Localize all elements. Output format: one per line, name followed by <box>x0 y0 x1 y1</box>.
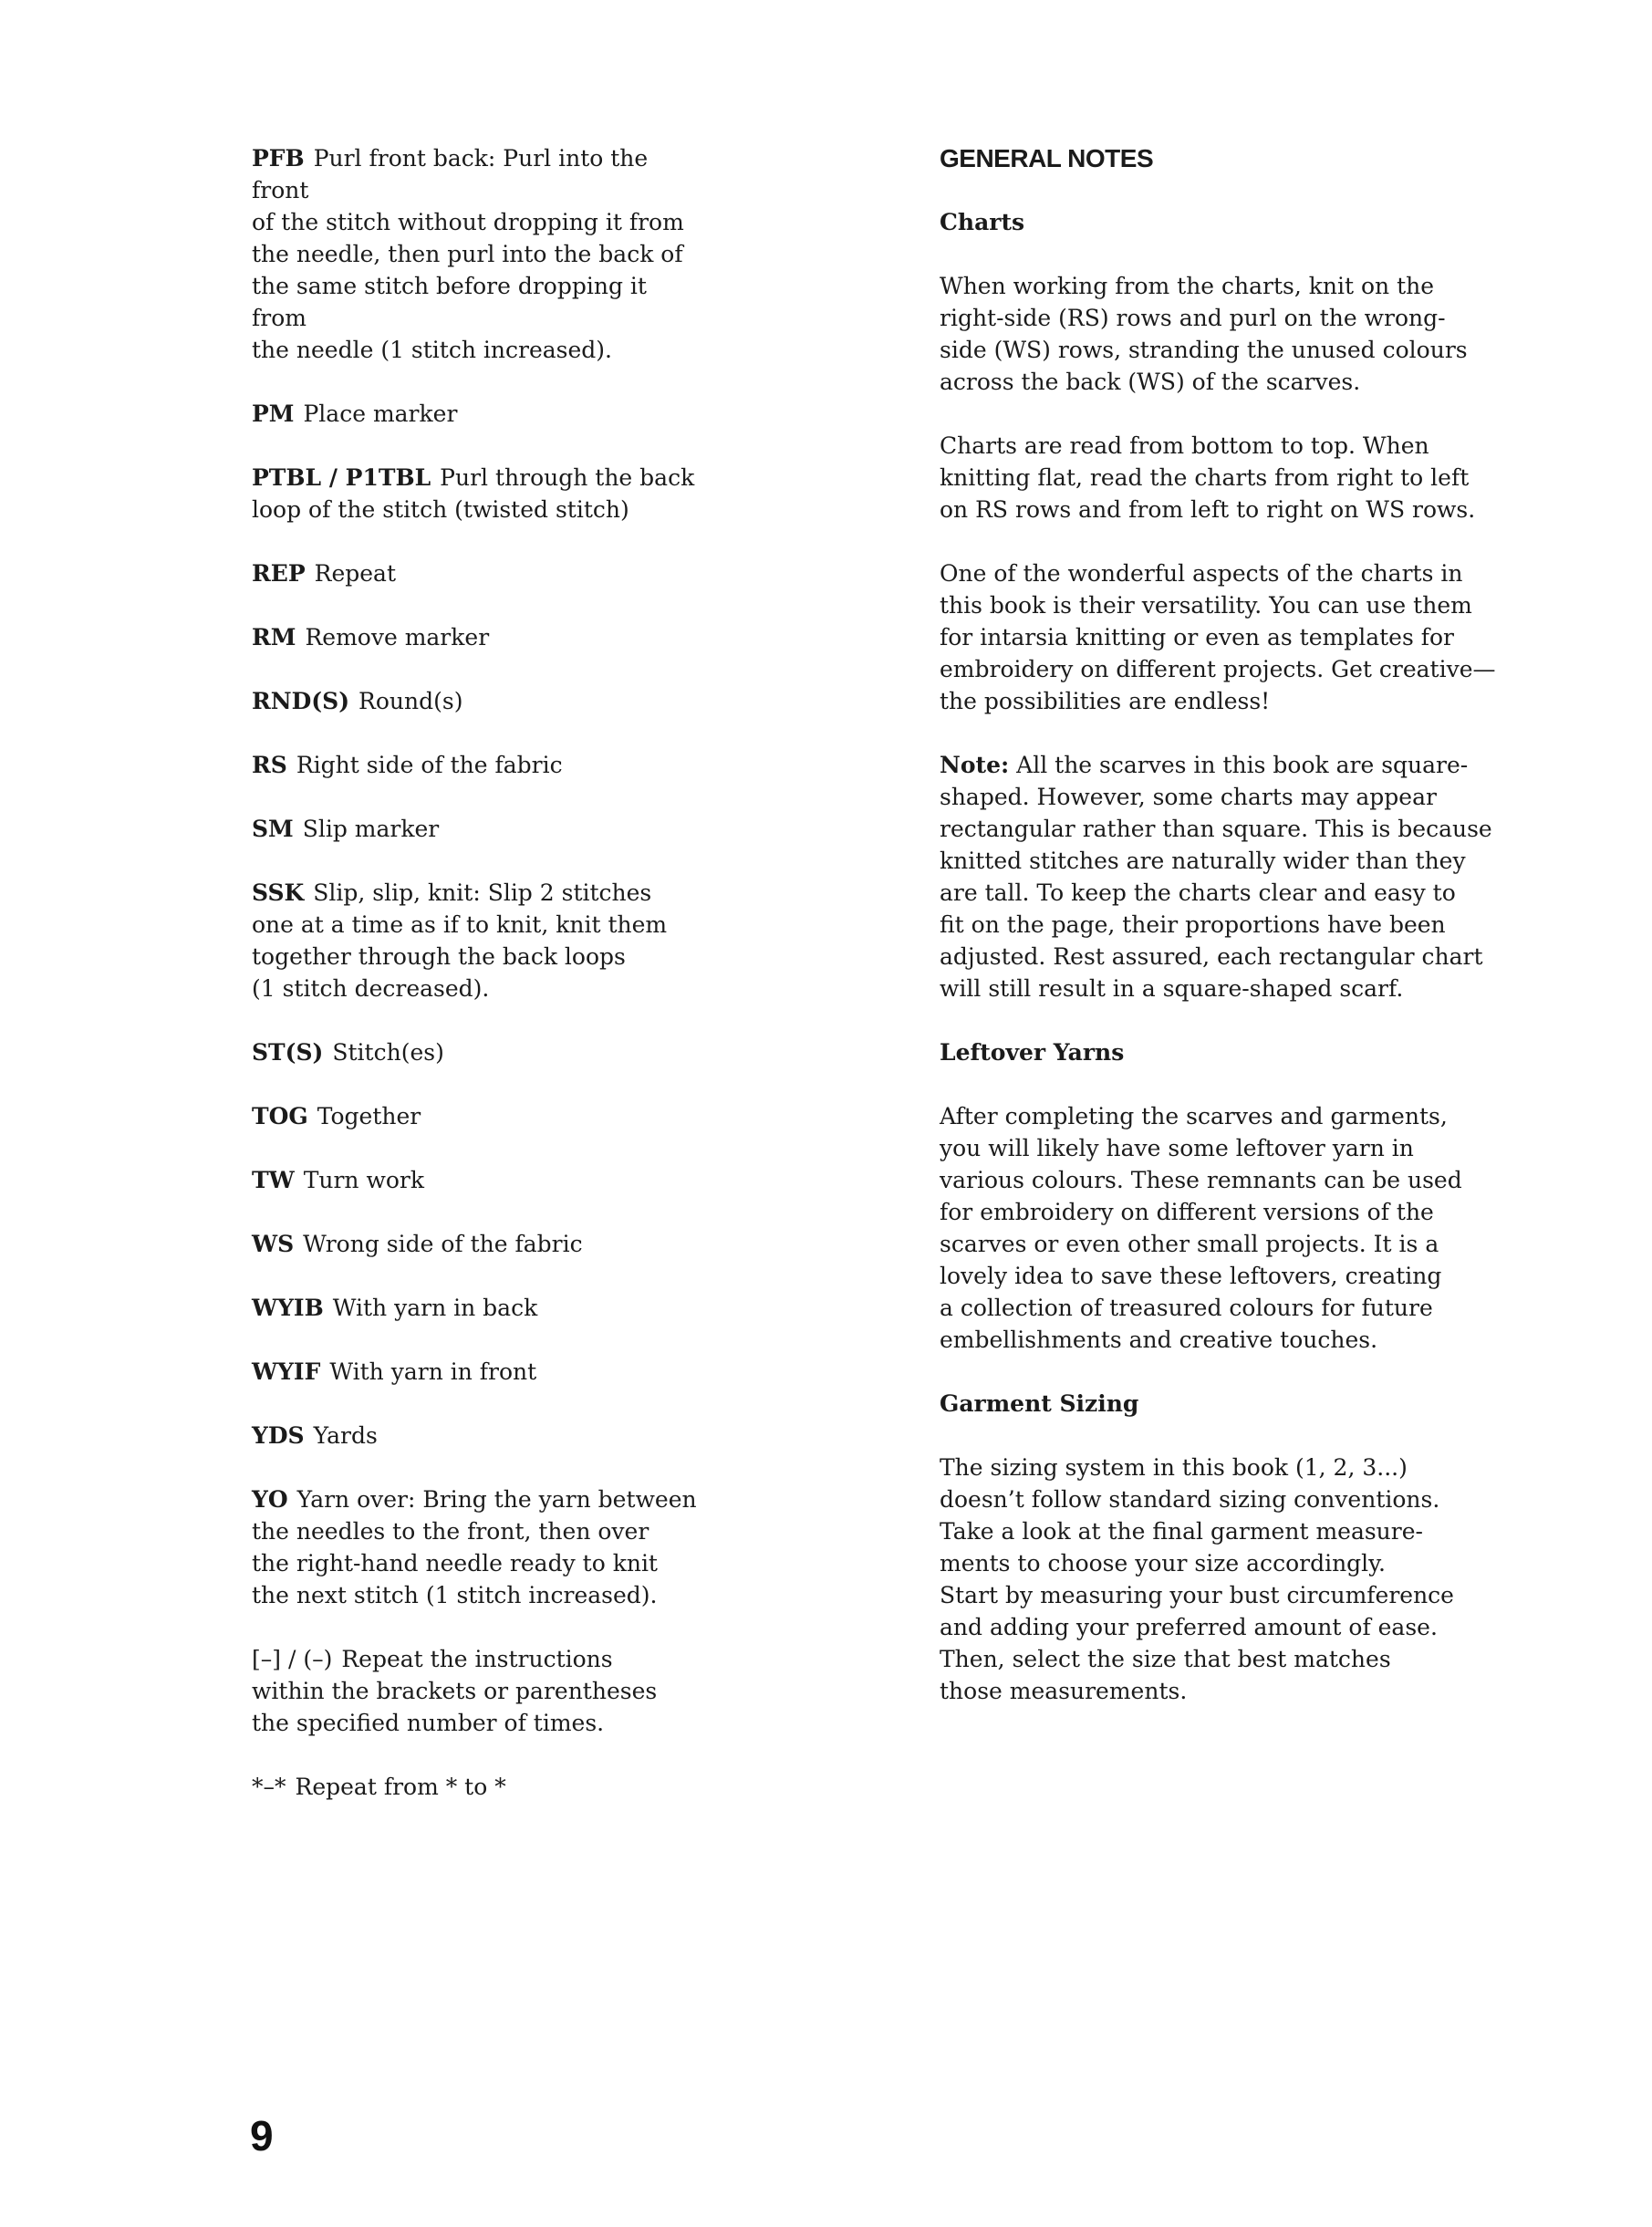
glossary-abbr: WS <box>252 1231 295 1257</box>
glossary-abbr: RM <box>252 624 296 650</box>
glossary-definition: Turn work <box>303 1167 425 1193</box>
glossary-definition: With yarn in back <box>332 1295 538 1321</box>
glossary-entry-sts <box>252 1036 708 1068</box>
glossary-entry-brackets <box>252 1643 708 1739</box>
general-notes-column <box>940 142 1496 1739</box>
glossary-definition: Slip, slip, knit: Slip 2 stitches one at a time as if to knit, knit them together through the back loops (1 stitch decreased). <box>252 879 668 1002</box>
charts-heading: Charts <box>940 209 1025 235</box>
glossary-abbr: SM <box>252 816 294 842</box>
glossary-abbr: SSK <box>252 879 305 906</box>
leftover-yarns-paragraph: After completing the scarves and garments, you will likely have some leftover yarn in various colours. These remnants can be used for embroidery on different versions of the scarves or even other small projects. It is a lovely idea to save these leftovers, creating a collection of treasured colours for future embellishments and creative touches. <box>940 1103 1462 1353</box>
glossary-definition: Wrong side of the fabric <box>303 1231 583 1257</box>
glossary-definition: Place marker <box>303 401 458 427</box>
glossary-entry-asterisks <box>252 1771 708 1803</box>
glossary-abbr: *–* <box>252 1774 286 1800</box>
glossary-abbr: PFB <box>252 145 305 172</box>
glossary-definition: Yards <box>313 1422 378 1449</box>
glossary-entry-yo <box>252 1483 708 1611</box>
glossary-definition: Slip marker <box>302 816 440 842</box>
glossary-entry-tog <box>252 1100 708 1132</box>
charts-paragraph: When working from the charts, knit on the right-side (RS) rows and purl on the wrong- side (WS) rows, stranding the unused colours across the back (WS) of the scarves. <box>940 273 1468 395</box>
glossary-definition: Yarn over: Bring the yarn between the needles to the front, then over the right-hand needle ready to knit the next stitch (1 stitch increased). <box>252 1486 697 1608</box>
glossary-entry-rnds <box>252 685 708 717</box>
charts-paragraph: One of the wonderful aspects of the charts in this book is their versatility. You can use them for intarsia knitting or even as templates for embroidery on different projects. Get creative— the possibilities are endless! <box>940 560 1496 714</box>
glossary-abbr: REP <box>252 560 306 587</box>
glossary-entry-wyif <box>252 1356 708 1388</box>
glossary-abbr: PM <box>252 401 295 427</box>
glossary-abbr: RND(S) <box>252 688 350 714</box>
glossary-entry-tw <box>252 1164 708 1196</box>
glossary-entry-wyib <box>252 1292 708 1324</box>
charts-note <box>940 749 1496 1004</box>
note-label: Note: <box>940 752 1010 778</box>
glossary-definition: Purl through the back loop of the stitch (twisted stitch) <box>252 464 695 523</box>
glossary-definition: Repeat from * to * <box>295 1774 506 1800</box>
glossary-entry-ssk <box>252 877 708 1004</box>
glossary-abbr: YO <box>252 1486 288 1513</box>
glossary-definition: Round(s) <box>358 688 463 714</box>
glossary-abbr: PTBL / P1TBL <box>252 464 431 491</box>
leftover-yarns-heading: Leftover Yarns <box>940 1039 1125 1066</box>
glossary-definition: Purl front back: Purl into the front of the stitch without dropping it from the needle, then purl into the back of the same stitch before dropping it from the needle (1 stitch increased). <box>252 145 684 363</box>
glossary-entry-pm <box>252 398 708 430</box>
glossary-abbr: YDS <box>252 1422 305 1449</box>
garment-sizing-paragraph: The sizing system in this book (1, 2, 3...) doesn’t follow standard sizing conventions. Take a look at the final garment measure- ments to choose your size accordingly. Start by measuring your bust circumference and adding your preferred amount of ease. Then, select the size that best matches those measurements. <box>940 1454 1454 1704</box>
glossary-definition: Remove marker <box>305 624 490 650</box>
garment-sizing-heading: Garment Sizing <box>940 1390 1139 1417</box>
glossary-abbr: [–] / (–) <box>252 1646 333 1672</box>
glossary-abbr: RS <box>252 752 287 778</box>
glossary-definition: Repeat <box>314 560 397 587</box>
glossary-definition: Stitch(es) <box>332 1039 444 1066</box>
glossary-entry-ptbl <box>252 462 708 526</box>
abbreviations-column <box>252 142 708 1835</box>
page-number: 9 <box>250 2112 274 2159</box>
glossary-entry-rs <box>252 749 708 781</box>
glossary-definition: Together <box>317 1103 421 1129</box>
glossary-abbr: WYIB <box>252 1295 324 1321</box>
glossary-entry-pfb <box>252 142 708 366</box>
section-title: GENERAL NOTES <box>940 144 1154 172</box>
glossary-entry-sm <box>252 813 708 845</box>
glossary-entry-rep <box>252 557 708 589</box>
glossary-definition: Right side of the fabric <box>296 752 563 778</box>
glossary-abbr: TW <box>252 1167 295 1193</box>
note-text: All the scarves in this book are square- shaped. However, some charts may appear rectangular rather than square. This is because knitted stitches are naturally wider than they are tall. To keep the charts clear and easy to fit on the page, their proportions have been adjusted. Rest assured, each rectangular chart will still result in a square-shaped scarf. <box>940 752 1492 1002</box>
glossary-entry-ws <box>252 1228 708 1260</box>
glossary-definition: With yarn in front <box>329 1358 537 1385</box>
glossary-entry-yds <box>252 1420 708 1452</box>
glossary-definition: Repeat the instructions within the brackets or parentheses the specified number of times. <box>252 1646 658 1736</box>
glossary-abbr: ST(S) <box>252 1039 324 1066</box>
glossary-abbr: TOG <box>252 1103 308 1129</box>
glossary-entry-rm <box>252 621 708 653</box>
glossary-abbr: WYIF <box>252 1358 321 1385</box>
charts-paragraph: Charts are read from bottom to top. When knitting flat, read the charts from right to left on RS rows and from left to right on WS rows. <box>940 432 1476 523</box>
